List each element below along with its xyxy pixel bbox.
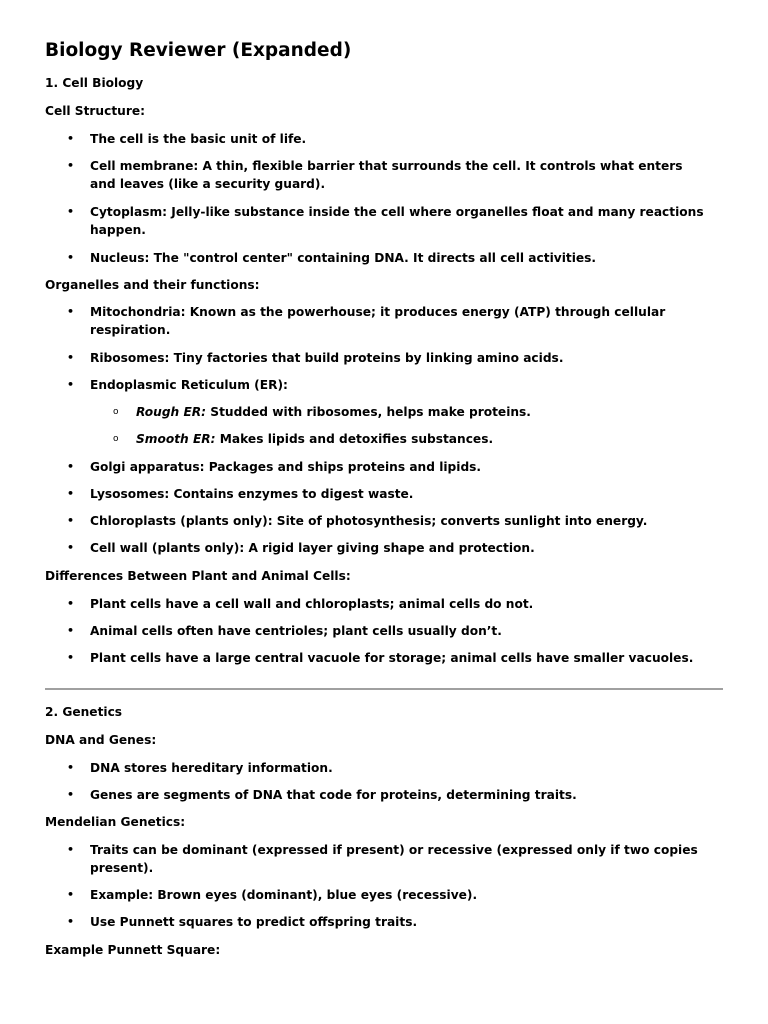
subheading-dna-genes: DNA and Genes: — [45, 733, 157, 747]
term-smooth-er: Smooth ER: — [136, 432, 216, 446]
bullet-icon: • — [67, 487, 75, 500]
list-item: Mitochondria: Known as the powerhouse; it produces energy (ATP) through cellular respiration. — [90, 305, 666, 337]
list-item: Ribosomes: Tiny factories that build proteins by linking amino acids. — [90, 351, 564, 365]
list-item: Genes are segments of DNA that code for proteins, determining traits. — [90, 788, 577, 802]
sub-bullet-icon: o — [113, 407, 119, 417]
bullet-icon: • — [67, 305, 75, 318]
subheading-cell-structure: Cell Structure: — [45, 104, 145, 118]
list-item: Plant cells have a cell wall and chloroplasts; animal cells do not. — [90, 597, 534, 611]
bullet-icon: • — [67, 132, 75, 145]
subheading-organelles: Organelles and their functions: — [45, 278, 260, 292]
list-item: Plant cells have a large central vacuole for storage; animal cells have smaller vacuoles. — [90, 651, 694, 665]
list-item: Traits can be dominant (expressed if present) or recessive (expressed only if two copies present). — [90, 843, 698, 875]
list-item: The cell is the basic unit of life. — [90, 132, 307, 146]
list-item: Chloroplasts (plants only): Site of photosynthesis; converts sunlight into energy. — [90, 514, 648, 528]
list-item: Nucleus: The "control center" containing DNA. It directs all cell activities. — [90, 251, 597, 265]
list-item: Cytoplasm: Jelly-like substance inside the cell where organelles float and many reactions happen. — [90, 205, 704, 237]
term-description: Makes lipids and detoxifies substances. — [215, 432, 494, 446]
term-description: Studded with ribosomes, helps make proteins. — [206, 405, 531, 419]
list-item: Use Punnett squares to predict offspring traits. — [90, 915, 418, 929]
bullet-icon: • — [67, 761, 75, 774]
section-divider — [45, 688, 723, 690]
bullet-icon: • — [67, 514, 75, 527]
list-item: Lysosomes: Contains enzymes to digest waste. — [90, 487, 414, 501]
term-rough-er: Rough ER: — [136, 405, 207, 419]
list-item: Animal cells often have centrioles; plant cells usually don’t. — [90, 624, 502, 638]
sub-list-item-smooth-er — [136, 430, 710, 448]
list-item: Cell wall (plants only): A rigid layer giving shape and protection. — [90, 541, 535, 555]
section-heading-cell-biology: 1. Cell Biology — [45, 76, 144, 90]
bullet-icon: • — [67, 378, 75, 391]
bullet-icon: • — [67, 915, 75, 928]
bullet-icon: • — [67, 843, 75, 856]
bullet-icon: • — [67, 597, 75, 610]
sub-list-item-rough-er — [136, 403, 710, 421]
list-item: Cell membrane: A thin, flexible barrier that surrounds the cell. It controls what enters and leaves (like a security guard). — [90, 159, 683, 191]
list-item: Golgi apparatus: Packages and ships proteins and lipids. — [90, 460, 482, 474]
list-item: Example: Brown eyes (dominant), blue eyes (recessive). — [90, 888, 478, 902]
bullet-icon: • — [67, 205, 75, 218]
sub-bullet-icon: o — [113, 434, 119, 444]
list-item: DNA stores hereditary information. — [90, 761, 333, 775]
document-title: Biology Reviewer (Expanded) — [45, 40, 352, 61]
bullet-icon: • — [67, 251, 75, 264]
bullet-icon: • — [67, 351, 75, 364]
subheading-mendelian: Mendelian Genetics: — [45, 815, 186, 829]
section-heading-genetics: 2. Genetics — [45, 705, 123, 719]
bullet-icon: • — [67, 888, 75, 901]
bullet-icon: • — [67, 541, 75, 554]
bullet-icon: • — [67, 460, 75, 473]
bullet-icon: • — [67, 651, 75, 664]
list-item: Endoplasmic Reticulum (ER): — [90, 378, 288, 392]
subheading-differences: Differences Between Plant and Animal Cells: — [45, 569, 351, 583]
bullet-icon: • — [67, 624, 75, 637]
subheading-punnett-square: Example Punnett Square: — [45, 943, 221, 957]
bullet-icon: • — [67, 788, 75, 801]
bullet-icon: • — [67, 159, 75, 172]
